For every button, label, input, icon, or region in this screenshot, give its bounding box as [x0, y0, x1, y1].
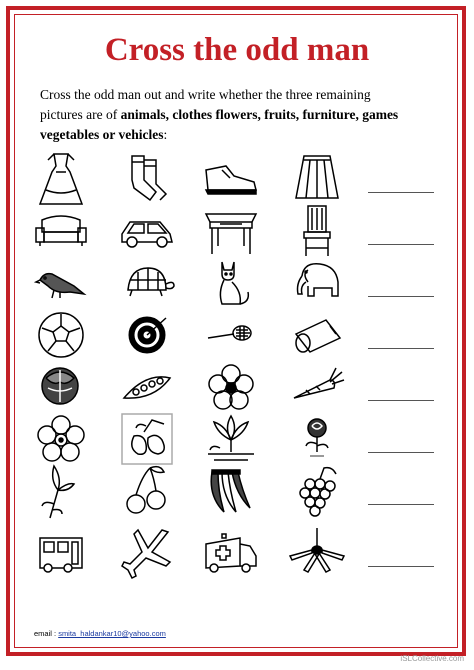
answer-line[interactable] — [368, 296, 434, 297]
answer-line[interactable] — [368, 192, 434, 193]
watermark: iSLCollective.com — [400, 654, 464, 663]
answer-line[interactable] — [368, 400, 434, 401]
instructions-line-3-plain: : — [163, 127, 168, 142]
answer-line[interactable] — [368, 504, 434, 505]
instructions-line-1: Cross the odd man out and write whether the three remaining — [40, 87, 371, 102]
picture-row — [28, 522, 448, 584]
instructions-line-2-bold: animals, clothes flowers, fruits, furniture, games — [120, 107, 399, 122]
ceiling-fan-icon[interactable] — [286, 522, 348, 584]
lily-icon[interactable] — [30, 460, 92, 522]
instructions-line-2-plain: pictures are of — [40, 107, 121, 122]
answer-line[interactable] — [368, 452, 434, 453]
instructions-line-3 — [40, 126, 460, 144]
answer-line[interactable] — [368, 566, 434, 567]
instructions-line-2 — [40, 106, 460, 124]
footer-email-label: email : — [34, 629, 59, 638]
picture-row — [28, 460, 448, 522]
cherry-icon[interactable] — [116, 460, 178, 522]
grapes-icon[interactable] — [286, 460, 348, 522]
instructions-line-3-bold: vegetables or vehicles — [40, 127, 164, 142]
airplane-icon[interactable] — [116, 522, 178, 584]
footer-email — [34, 629, 166, 638]
email-link[interactable]: smita_haldankar10@yahoo.com — [58, 629, 166, 638]
banana-icon[interactable] — [200, 460, 262, 522]
worksheet-title: Cross the odd man — [104, 32, 370, 68]
bus-icon[interactable] — [30, 522, 92, 584]
ambulance-icon[interactable] — [200, 522, 262, 584]
answer-line[interactable] — [368, 348, 434, 349]
answer-line[interactable] — [368, 244, 434, 245]
